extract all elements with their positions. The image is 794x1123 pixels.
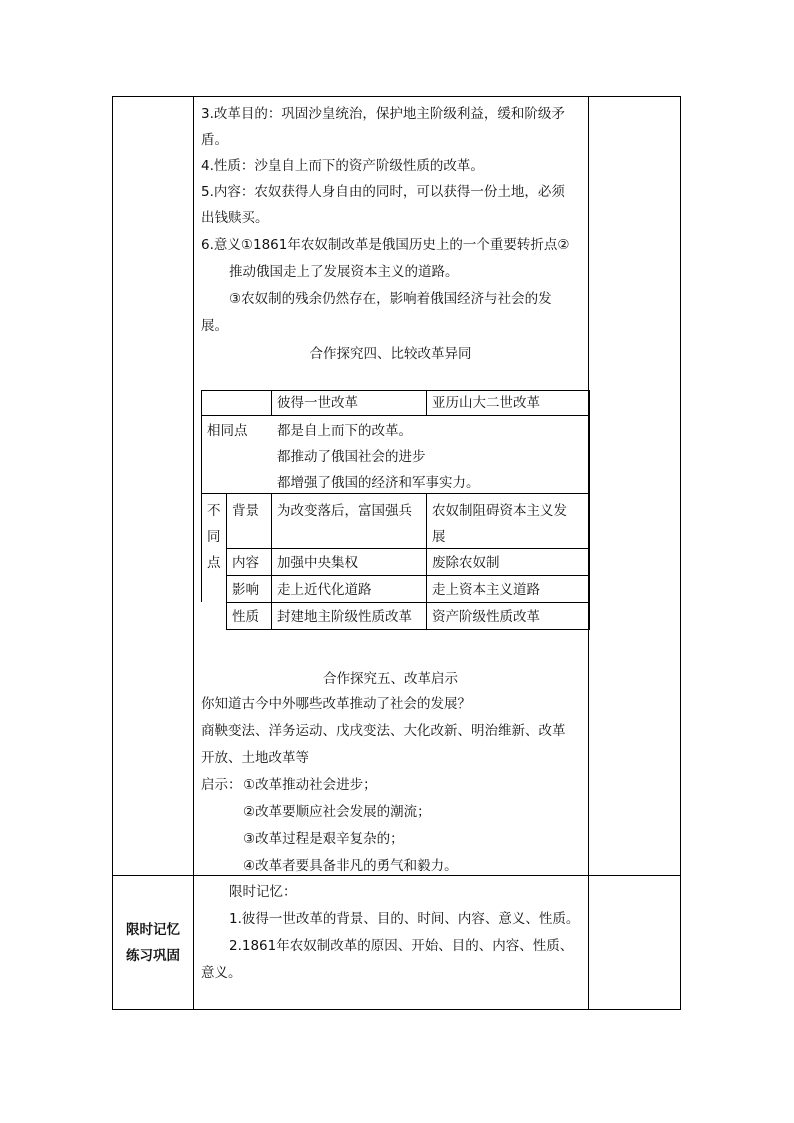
section-heading: 合作探究四、比较改革异同 — [309, 346, 472, 362]
text-line: 盾。 — [201, 132, 228, 148]
aspect-label: 背景 — [232, 503, 259, 519]
row-label-memory — [113, 917, 193, 969]
text-line: 3.改革目的：巩固沙皇统治，保护地主阶级利益，缓和阶级矛 — [201, 106, 565, 122]
diff-label-char: 点 — [207, 555, 221, 571]
insight-item: ④改革者要具备非凡的勇气和毅力。 — [243, 858, 458, 874]
aspect-label: 内容 — [232, 555, 259, 571]
text-line: 展。 — [201, 318, 228, 334]
peter-cell: 封建地主阶级性质改革 — [277, 609, 412, 625]
text-line: 推动俄国走上了发展资本主义的道路。 — [229, 264, 459, 280]
memory-line: 2.1861年农奴制改革的原因、开始、目的、内容、性质、 — [229, 938, 574, 954]
header-peter: 彼得一世改革 — [277, 395, 358, 411]
alex-cell: 展 — [432, 529, 446, 545]
similar-line: 都推动了俄国社会的进步 — [277, 449, 426, 465]
text-line: 出钱赎买。 — [201, 210, 269, 226]
lesson-plan-table — [112, 96, 681, 1010]
alex-cell: 农奴制阻碍资本主义发 — [432, 503, 567, 519]
answer-line: 商鞅变法、洋务运动、戊戌变法、大化改新、明治维新、改革 — [201, 723, 566, 739]
section-heading: 合作探究五、改革启示 — [323, 671, 458, 687]
text-line: 4.性质：沙皇自上而下的资产阶级性质的改革。 — [201, 158, 484, 174]
insight-item: ①改革推动社会进步； — [243, 777, 377, 793]
comparison-table — [201, 390, 590, 635]
similar-line: 都是自上而下的改革。 — [277, 423, 412, 439]
diff-label-char: 不 — [207, 503, 221, 519]
aspect-label: 性质 — [232, 609, 259, 625]
insight-label: 启示： — [201, 777, 242, 793]
memory-line: 1.彼得一世改革的背景、目的、时间、内容、意义、性质。 — [229, 911, 580, 927]
text-line: 5.内容：农奴获得人身自由的同时，可以获得一份土地，必须 — [201, 184, 565, 200]
header-alexander: 亚历山大二世改革 — [432, 395, 540, 411]
peter-cell: 走上近代化道路 — [277, 582, 372, 598]
row-label-line: 限时记忆 — [126, 922, 180, 938]
alex-cell: 资产阶级性质改革 — [432, 609, 540, 625]
question-text: 你知道古今中外哪些改革推动了社会的发展？ — [201, 696, 471, 712]
memory-title: 限时记忆： — [229, 884, 297, 900]
row-divider — [113, 875, 680, 876]
similar-label: 相同点 — [207, 423, 248, 439]
diff-label-char: 同 — [207, 529, 221, 545]
peter-cell: 为改变落后，富国强兵 — [277, 503, 412, 519]
text-line: ③农奴制的残余仍然存在，影响着俄国经济与社会的发 — [229, 291, 552, 307]
text-line: 6.意义①1861年农奴制改革是俄国历史上的一个重要转折点② — [201, 237, 570, 253]
insight-item: ②改革要顺应社会发展的潮流； — [243, 804, 431, 820]
row-label-line: 练习巩固 — [126, 948, 180, 964]
peter-cell: 加强中央集权 — [277, 555, 358, 571]
similar-line: 都增强了俄国的经济和军事实力。 — [277, 475, 480, 491]
answer-line: 开放、土地改革等 — [201, 750, 309, 766]
column-divider-left — [193, 97, 194, 1009]
alex-cell: 走上资本主义道路 — [432, 582, 540, 598]
alex-cell: 废除农奴制 — [432, 555, 500, 571]
insight-item: ③改革过程是艰辛复杂的； — [243, 831, 404, 847]
memory-line: 意义。 — [201, 965, 242, 981]
aspect-label: 影响 — [232, 582, 259, 598]
